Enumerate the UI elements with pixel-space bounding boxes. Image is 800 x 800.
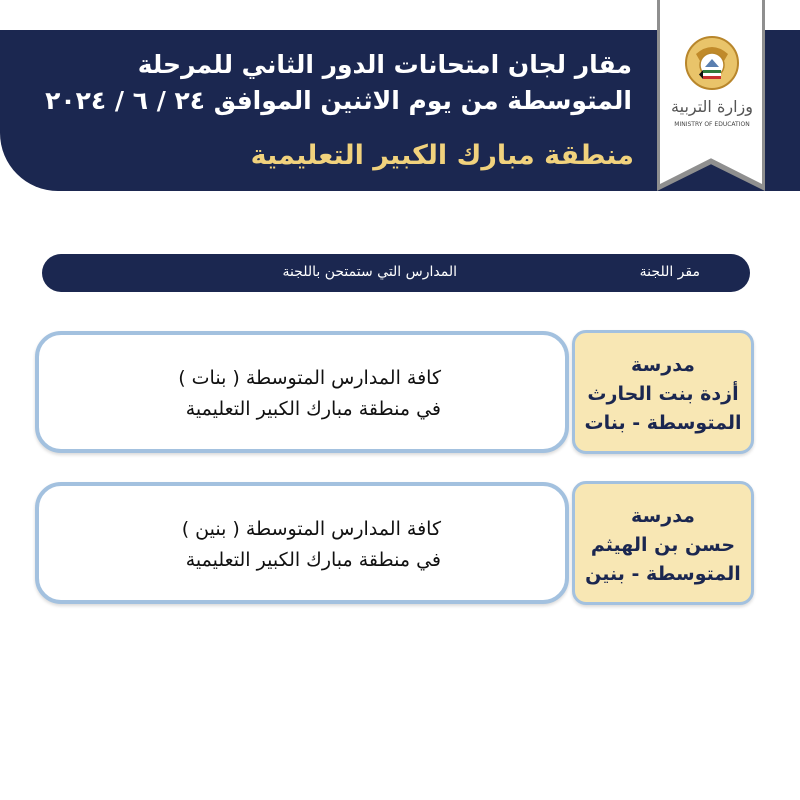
- schools-line: كافة المدارس المتوسطة ( بنات ): [178, 367, 441, 389]
- ministry-emblem-icon: [683, 34, 741, 92]
- venue-line: أزدة بنت الحارث: [587, 383, 739, 405]
- venue-line: مدرسة: [631, 354, 695, 376]
- venue-line: المتوسطة - بنات: [584, 412, 742, 434]
- ministry-name-english: MINISTRY OF EDUCATION: [674, 121, 750, 128]
- ministry-name-arabic: وزارة التربية: [671, 97, 753, 116]
- schools-line: في منطقة مبارك الكبير التعليمية: [185, 549, 441, 571]
- venue-box-girls: [572, 330, 754, 454]
- venue-line: مدرسة: [631, 505, 695, 527]
- venue-line: حسن بن الهيثم: [590, 534, 736, 556]
- schools-box-boys: [35, 482, 569, 604]
- venue-box-boys: [572, 481, 754, 605]
- page-title-line-1: مقار لجان امتحانات الدور الثاني للمرحلة: [137, 50, 632, 79]
- column-header-schools: المدارس التي ستمتحن باللجنة: [282, 264, 457, 280]
- schools-box-girls: [35, 331, 569, 453]
- venue-line: المتوسطة - بنين: [585, 563, 741, 585]
- schools-line: في منطقة مبارك الكبير التعليمية: [185, 398, 441, 420]
- column-header-committee: مقر اللجنة: [639, 264, 700, 280]
- schools-line: كافة المدارس المتوسطة ( بنين ): [181, 518, 441, 540]
- logo-ribbon: [657, 0, 765, 191]
- region-subtitle: منطقة مبارك الكبير التعليمية: [250, 140, 634, 171]
- page-title-line-2: المتوسطة من يوم الاثنين الموافق ٢٤ / ٦ / ٢٠٢٤: [45, 86, 632, 115]
